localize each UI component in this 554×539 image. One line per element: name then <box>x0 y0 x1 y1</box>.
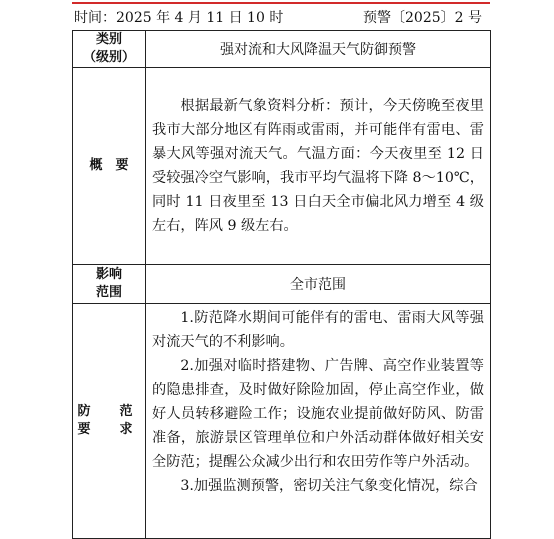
requirements-label-line2: 要 求 <box>77 422 141 437</box>
issue-time: 时间：2025 年 4 月 11 日 10 时 <box>74 10 284 26</box>
row-scope <box>73 265 491 304</box>
scope-label-line1: 影响 <box>95 267 122 282</box>
row-category <box>73 31 491 68</box>
requirement-item: 1.防范降水期间可能伴有的雷电、雷雨大风等强对流天气的不利影响。 <box>152 310 484 350</box>
warning-number: 预警〔2025〕2 号 <box>363 10 482 26</box>
row-summary <box>73 68 491 265</box>
summary-label: 概 要 <box>73 68 146 265</box>
summary-text: 根据最新气象资料分析：预计，今天傍晚至夜里我市大部分地区有阵雨或雷雨，并可能伴有雷电、雷暴大风等强对流天气。气温方面：今天夜里至 12 日受较强冷空气影响，我市平均气温将下降 8～10℃，同时 11 日夜里至 13 日白天全市偏北风力增至 4 级左右，阵风 9 级左右。 <box>146 68 491 265</box>
scope-value: 全市范围 <box>146 265 491 304</box>
requirements-text <box>146 304 491 539</box>
scope-label-line2: 范围 <box>95 285 122 300</box>
document-meta-line <box>74 8 488 28</box>
requirement-item: 2.加强对临时搭建物、广告牌、高空作业装置等的隐患排查，及时做好除险加固，停止高空作业，做好人员转移避险工作；设施农业提前做好防风、防雷准备，旅游景区管理单位和户外活动群体做好相关安全防范；提醒公众减少出行和农田劳作等户外活动。 <box>152 358 484 470</box>
header-red-rule <box>72 2 490 4</box>
scope-label <box>73 265 146 304</box>
row-requirements <box>73 304 491 539</box>
requirements-label <box>73 304 146 539</box>
requirements-label-line1: 防 范 <box>77 404 141 419</box>
category-label <box>73 31 146 68</box>
warning-table <box>72 30 491 539</box>
requirement-item: 3.加强监测预警，密切关注气象变化情况，综合 <box>180 478 478 494</box>
category-label-line1: 类别 <box>95 32 122 47</box>
category-value: 强对流和大风降温天气防御预警 <box>146 31 491 68</box>
category-label-line2: （级别） <box>82 50 135 65</box>
